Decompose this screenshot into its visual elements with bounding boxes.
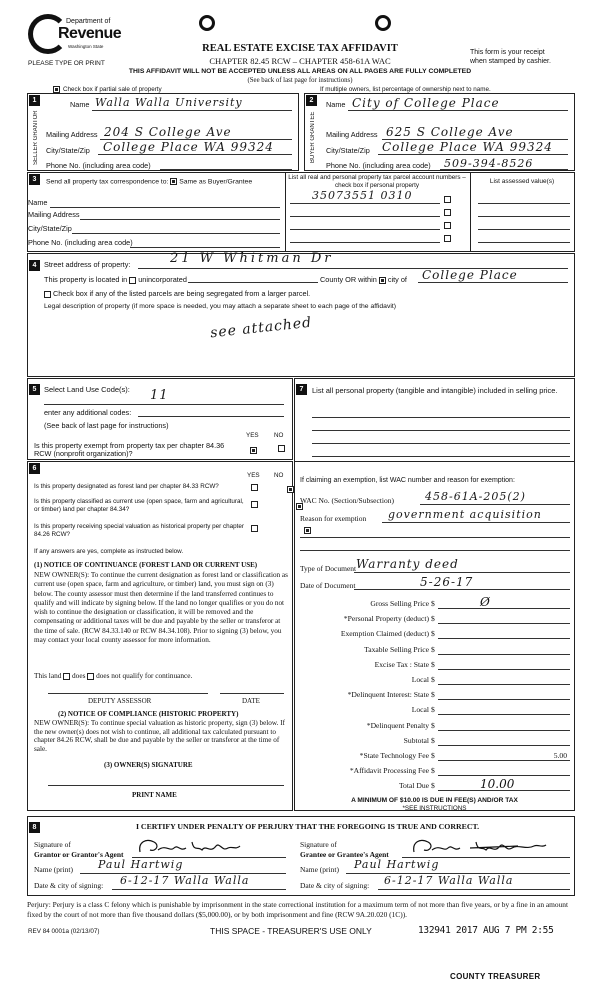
fee-line-label: *State Technology Fee	[359, 750, 429, 760]
personal-property-checkbox-4[interactable]	[444, 235, 451, 242]
wac-label: WAC No. (Section/Subsection)	[300, 496, 394, 505]
personal-property-checkbox-3[interactable]	[444, 222, 451, 229]
legal-description-value[interactable]: see attached	[209, 314, 313, 342]
assessed-header: List assessed value(s)	[489, 178, 555, 185]
logo-line3: Washington State	[68, 44, 104, 49]
fee-line-row	[300, 673, 575, 688]
exemption-claim-label: If claiming an exemption, list WAC number and reason for exemption:	[300, 477, 515, 484]
fee-line-label: Total Due	[398, 781, 429, 791]
fee-line-row	[300, 658, 575, 673]
fee-line-label: Local	[411, 705, 429, 715]
doc-type-value[interactable]: Warranty deed	[356, 557, 459, 571]
fee-line-currency: $	[431, 659, 435, 669]
buyer-name-value[interactable]: City of College Place	[352, 96, 500, 110]
please-type: PLEASE TYPE OR PRINT	[28, 60, 105, 67]
does-checkbox[interactable]	[63, 673, 70, 680]
fee-line-label: Subtotal	[403, 735, 429, 745]
see-back-note: (See back of last page for instructions)	[247, 77, 353, 84]
exempt-no-header: NO	[274, 432, 284, 439]
city-of-checkbox[interactable]	[379, 277, 386, 284]
fee-line-currency: $	[431, 599, 435, 608]
section-6-number: 6	[29, 463, 40, 474]
fee-line-value[interactable]: 10.00	[480, 777, 515, 792]
fee-line-value[interactable]: 5.00	[553, 750, 567, 760]
grantor-date-label: Date & city of signing:	[34, 881, 104, 890]
fee-line-currency: $	[431, 705, 435, 715]
seller-name-label: Name	[70, 100, 90, 109]
seller-mailing-value[interactable]: 204 S College Ave	[104, 125, 232, 139]
grantor-agent-label: Grantor or Grantor's Agent	[34, 850, 124, 859]
buyer-mailing-label: Mailing Address	[326, 130, 378, 139]
owner-signature-label: (3) OWNER(S) SIGNATURE	[104, 761, 193, 769]
fee-line-label: Gross Selling Price	[370, 599, 429, 608]
fee-line-row	[300, 597, 575, 612]
section-3-number: 3	[29, 174, 40, 185]
buyer-city-label: City/State/Zip	[326, 146, 370, 155]
section-5-number: 5	[29, 384, 40, 395]
city-of-value[interactable]: College Place	[422, 268, 518, 282]
seller-city-label: City/State/Zip	[46, 146, 90, 155]
buyer-phone-value[interactable]: 509-394-8526	[444, 157, 534, 170]
seller-phone-label: Phone No. (including area code)	[46, 161, 151, 170]
grantor-name-label: Name (print)	[34, 865, 73, 874]
grantee-agent-label: Grantee or Grantee's Agent	[300, 850, 389, 859]
fee-line-label: Exemption Claimed (deduct)	[340, 629, 429, 639]
historical-question: Is this property receiving special valuation as historical property per chapter 84.26 RCW?	[34, 523, 244, 538]
wac-value[interactable]: 458-61A-205(2)	[425, 490, 526, 503]
deputy-date-label: DATE	[242, 697, 260, 705]
forest-no-checkbox[interactable]	[287, 486, 294, 493]
grantee-date-label: Date & city of signing:	[300, 881, 370, 890]
logo-line2: Revenue	[58, 25, 122, 42]
historical-yes-checkbox[interactable]	[251, 525, 258, 532]
corr-mailing-label: Mailing Address	[28, 210, 80, 219]
notice-compliance-title: (2) NOTICE OF COMPLIANCE (HISTORIC PROPERTY)	[58, 710, 239, 718]
fee-line-currency: $	[431, 720, 435, 730]
county-or-row: County OR within city of	[320, 275, 407, 284]
segregated-checkbox[interactable]	[44, 291, 51, 298]
doc-date-label: Date of Document	[300, 581, 356, 590]
corr-city-label: City/State/Zip	[28, 224, 72, 233]
seller-mailing-label: Mailing Address	[46, 130, 98, 139]
buyer-mailing-value[interactable]: 625 S College Ave	[386, 125, 514, 139]
exempt-question: Is this property exempt from property tax per chapter 84.36 RCW (nonprofit organization)?	[34, 441, 225, 458]
logo	[28, 14, 133, 58]
fee-line-row	[300, 749, 575, 764]
fee-line-label: *Delinquent Interest: State	[347, 690, 429, 700]
fee-line-row	[300, 643, 575, 658]
buyer-side-label: BUYER GRANTEE	[310, 111, 316, 164]
grantee-date-value[interactable]: 6-12-17 Walla Walla	[384, 874, 514, 887]
forest-land-question: Is this property designated as forest land per chapter 84.33 RCW?	[34, 483, 219, 490]
land-use-value[interactable]: 11	[150, 388, 169, 403]
fee-line-currency: $	[431, 644, 435, 654]
grantee-name-label: Name (print)	[300, 865, 339, 874]
logo-line1: Department of	[66, 18, 111, 25]
forest-yes-checkbox[interactable]	[251, 484, 258, 491]
seller-side-label: SELLER GRANTOR	[33, 110, 39, 165]
grantor-signature[interactable]	[136, 836, 246, 858]
receipt-note: This form is your receipt	[470, 49, 545, 56]
fee-line-row	[300, 734, 575, 749]
grantor-sig-of: Signature of	[34, 840, 71, 849]
perjury-note: Perjury: Perjury is a class C felony which is punishable by imprisonment in the state correctional institution for a maximum term of not more than five years, or by a fine in an amount fixed by the court of not more than five thousand dollars ($5,000.00), or by both imprisonment and fine (RCW 9A.20.020 (1C)).	[27, 900, 569, 919]
grantee-sig-of: Signature of	[300, 840, 337, 849]
partial-sale-label: Check box if partial sale of property	[63, 86, 162, 94]
fee-line-label: Excise Tax : State	[374, 659, 429, 669]
section-1-number: 1	[29, 95, 40, 106]
section-4-number: 4	[29, 260, 40, 271]
seller-city-value[interactable]: College Place WA 99324	[103, 140, 274, 154]
does-not-checkbox[interactable]	[87, 673, 94, 680]
notice-continuance-text: NEW OWNER(S): To continue the current designation as forest land or classification as current use (open space, farm and agriculture, or timber) land, you must sign on (3) below. The county assessor must then determine if the land transferred continues to qualify and will indicate by signing below. If the land no longer qualifies or you do not wish to continue the designation or classification, it will be removed and the compensating or additional taxes will be due and payable by the seller or transferor at the time of sale. (RCW 84.33.140 or RCW 84.34.108). Prior to signing (3) below, you may contact your local county assessor for more information.	[34, 571, 288, 645]
section-8-number: 8	[29, 822, 40, 833]
partial-sale-checkbox[interactable]	[53, 86, 60, 93]
fee-line-label: Local	[411, 674, 429, 684]
parcel-header: List all real and personal property tax parcel account numbers – check box if personal property	[288, 174, 466, 189]
same-as-buyer-label: Same as Buyer/Grantee	[179, 178, 253, 186]
treasurer-space-label: THIS SPACE - TREASURER'S USE ONLY	[210, 926, 372, 936]
fee-line-row	[300, 719, 575, 734]
fee-line-currency: $	[431, 629, 435, 639]
exempt-no-checkbox[interactable]	[278, 445, 285, 452]
treasurer-stamp: 132941 2017 AUG 7 PM 2:55	[418, 925, 554, 936]
seller-name-value[interactable]: Walla Walla University	[95, 96, 243, 109]
current-use-question: Is this property classified as current use (open space, farm and agricultural, or timber) land per chapter 84.34?	[34, 498, 244, 513]
buyer-phone-label: Phone No. (including area code)	[326, 161, 431, 170]
fee-lines	[300, 597, 575, 794]
fee-line-currency: $	[431, 750, 435, 760]
fee-line-label: Taxable Selling Price	[364, 644, 429, 654]
fee-line-label: *Affidavit Processing Fee	[349, 766, 429, 776]
punch-hole-icon	[375, 15, 391, 31]
land-use-see-back: (See back of last page for instructions)	[44, 421, 169, 430]
unincorporated-checkbox[interactable]	[129, 277, 136, 284]
county-treasurer-label: COUNTY TREASURER	[450, 972, 541, 981]
multiple-owners-note: If multiple owners, list percentage of ownership next to name.	[320, 86, 491, 93]
fee-line-currency: $	[431, 674, 435, 684]
fee-line-currency: $	[431, 766, 435, 776]
fee-line-row	[300, 688, 575, 703]
reason-value[interactable]: government acquisition	[388, 508, 542, 521]
form-number: REV 84 0001a (02/13/07)	[28, 928, 100, 935]
parcel-number-value[interactable]: 35073551 0310	[312, 189, 413, 202]
fee-line-label: *Personal Property (deduct)	[343, 614, 429, 624]
fee-line-row	[300, 779, 575, 794]
notice-continuance-title: (1) NOTICE OF CONTINUANCE (FOREST LAND OR CURRENT USE)	[34, 561, 258, 569]
fee-line-row	[300, 627, 575, 642]
legal-description-label: Legal description of property (if more space is needed, you may attach a separate sheet to each page of the affidavit)	[44, 303, 397, 310]
buyer-name-label: Name	[326, 100, 346, 109]
punch-hole-icon	[199, 15, 215, 31]
doc-type-label: Type of Document	[300, 564, 357, 573]
deputy-assessor-label: DEPUTY ASSESSOR	[88, 697, 152, 705]
see-instructions-note: *SEE INSTRUCTIONS	[402, 805, 467, 812]
property-located-row: This property is located in unincorporated	[44, 275, 187, 284]
form-title: REAL ESTATE EXCISE TAX AFFIDAVIT	[202, 43, 398, 54]
grantor-name-value[interactable]: Paul Hartwig	[98, 858, 184, 871]
notice-compliance-text: NEW OWNER(S): To continue special valuation as historic property, sign (3) below. If the new owner(s) does not wish to continue, all additional tax calculated pursuant to chapter 84.26 RCW, shall be due and payable by the seller or transferor at the time of sale.	[34, 719, 285, 753]
corr-phone-label: Phone No. (including area code)	[28, 238, 133, 247]
personal-property-checkbox-1[interactable]	[444, 196, 451, 203]
fee-line-row	[300, 612, 575, 627]
fee-line-currency: $	[431, 614, 435, 624]
exempt-yes-checkbox[interactable]	[250, 447, 257, 454]
same-as-buyer-checkbox[interactable]	[170, 178, 177, 185]
buyer-city-value[interactable]: College Place WA 99324	[382, 140, 553, 154]
exempt-yes-header: YES	[246, 432, 259, 439]
minimum-due-note: A MINIMUM OF $10.00 IS DUE IN FEE(S) AND/OR TAX	[351, 797, 518, 804]
personal-property-checkbox-2[interactable]	[444, 209, 451, 216]
fee-line-row	[300, 703, 575, 718]
form-chapter: CHAPTER 82.45 RCW – CHAPTER 458-61A WAC	[209, 56, 391, 66]
fee-line-row	[300, 764, 575, 779]
street-address-value[interactable]: 21 W Whitman Dr	[170, 251, 334, 266]
grantee-signature[interactable]	[410, 836, 550, 858]
designation-yes-header: YES	[247, 472, 260, 479]
if-yes-note: If any answers are yes, complete as instructed below.	[34, 548, 184, 555]
receipt-note-2: when stamped by cashier.	[470, 58, 551, 65]
doc-date-value[interactable]: 5-26-17	[420, 575, 474, 589]
certify-statement: I CERTIFY UNDER PENALTY OF PERJURY THAT THE FOREGOING IS TRUE AND CORRECT.	[135, 822, 480, 831]
warning-banner: THIS AFFIDAVIT WILL NOT BE ACCEPTED UNLESS ALL AREAS ON ALL PAGES ARE FULLY COMPLETED	[128, 68, 472, 75]
street-address-label: Street address of property:	[44, 260, 131, 269]
print-name-label: PRINT NAME	[132, 791, 177, 799]
grantee-name-value[interactable]: Paul Hartwig	[354, 858, 440, 871]
reason-label: Reason for exemption	[300, 514, 367, 523]
continuance-row: This land does does not qualify for continuance.	[34, 671, 193, 680]
fee-line-currency: $	[431, 690, 435, 700]
segregated-row: Check box if any of the listed parcels are being segregated from a larger parcel.	[44, 289, 310, 298]
land-use-label: Select Land Use Code(s):	[44, 385, 130, 394]
section-2-number: 2	[306, 95, 317, 106]
fee-line-currency: $	[431, 735, 435, 745]
personal-property-label: List all personal property (tangible and intangible) included in selling price.	[312, 386, 558, 395]
grantor-date-value[interactable]: 6-12-17 Walla Walla	[120, 874, 250, 887]
current-use-yes-checkbox[interactable]	[251, 501, 258, 508]
additional-codes-label: enter any additional codes:	[44, 408, 132, 417]
fee-line-currency: $	[431, 781, 435, 791]
corr-name-label: Name	[28, 198, 48, 207]
fee-line-label: *Delinquent Penalty	[366, 720, 429, 730]
fee-line-value[interactable]: Ø	[480, 595, 490, 609]
send-correspondence-label: Send all property tax correspondence to: Same as Buyer/Grantee	[46, 178, 253, 186]
designation-no-header: NO	[274, 472, 284, 479]
section-7-number: 7	[296, 384, 307, 395]
